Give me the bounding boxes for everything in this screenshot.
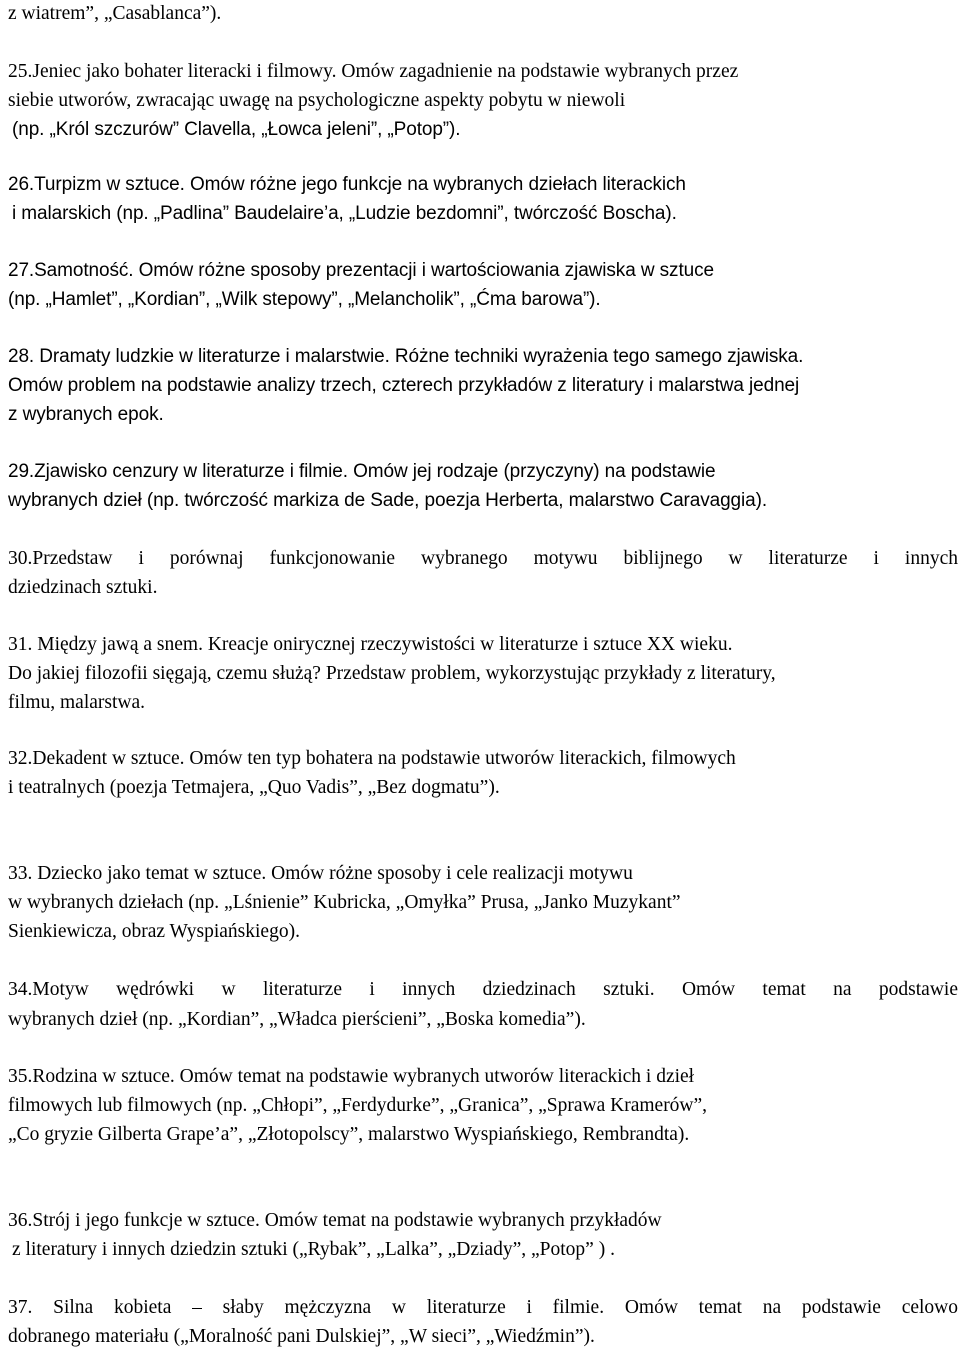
- topic-30-line: 30.Przedstaw i porównaj funkcjonowanie wybranego motywu biblijnego w literaturze i innych: [8, 548, 958, 569]
- text-line: siebie utworów, zwracając uwagę na psychologiczne aspekty pobytu w niewoli: [8, 90, 626, 111]
- text-line: z wybranych epok.: [8, 404, 164, 425]
- topic-34-line: 34.Motyw wędrówki w literaturze i innych dziedzinach sztuki. Omów temat na podstawie: [8, 979, 958, 1000]
- text-line: i malarskich (np. „Padlina” Baudelaire’a, „Ludzie bezdomni”, twórczość Boscha).: [12, 203, 677, 224]
- topic-37-line: 37. Silna kobieta – słaby mężczyzna w literaturze i filmie. Omów temat na podstawie celowo: [8, 1297, 958, 1318]
- topic-33-line: 33. Dziecko jako temat w sztuce. Omów różne sposoby i cele realizacji motywu: [8, 863, 633, 884]
- text-line: z literatury i innych dziedzin sztuki („Rybak”, „Lalka”, „Dziady”, „Potop” ) .: [12, 1239, 615, 1260]
- text-line: dobranego materiału („Moralność pani Dulskiej”, „W sieci”, „Wiedźmin”).: [8, 1326, 595, 1347]
- text-line: Do jakiej filozofii sięgają, czemu służą? Przedstaw problem, wykorzystując przykłady z literatury,: [8, 663, 776, 684]
- topic-32-line: 32.Dekadent w sztuce. Omów ten typ bohatera na podstawie utworów literackich, filmowych: [8, 748, 736, 769]
- text-line: (np. „Król szczurów” Clavella, „Łowca jeleni”, „Potop”).: [12, 119, 461, 140]
- text-line: (np. „Hamlet”, „Kordian”, „Wilk stepowy”, „Melancholik”, „Ćma barowa”).: [8, 289, 601, 310]
- text-line: filmu, malarstwa.: [8, 692, 146, 713]
- topic-28-line: 28. Dramaty ludzkie w literaturze i malarstwie. Różne techniki wyrażenia tego samego zjawiska.: [8, 346, 804, 367]
- text-line: w wybranych dziełach (np. „Lśnienie” Kubricka, „Omyłka” Prusa, „Janko Muzykant”: [8, 892, 681, 913]
- topic-25-line: 25.Jeniec jako bohater literacki i filmowy. Omów zagadnienie na podstawie wybranych przez: [8, 61, 739, 82]
- text-line: z wiatrem”, „Casablanca”).: [8, 3, 222, 24]
- text-line: dziedzinach sztuki.: [8, 577, 158, 598]
- topic-27-line: 27.Samotność. Omów różne sposoby prezentacji i wartościowania zjawiska w sztuce: [8, 260, 714, 281]
- topic-29-line: 29.Zjawisko cenzury w literaturze i filmie. Omów jej rodzaje (przyczyny) na podstawie: [8, 461, 716, 482]
- topic-31-line: 31. Między jawą a snem. Kreacje onirycznej rzeczywistości w literaturze i sztuce XX wieku.: [8, 634, 733, 655]
- text-line: „Co gryzie Gilberta Grape’a”, „Złotopolscy”, malarstwo Wyspiańskiego, Rembrandta).: [8, 1124, 690, 1145]
- text-line: Sienkiewicza, obraz Wyspiańskiego).: [8, 921, 300, 942]
- text-line: filmowych lub filmowych (np. „Chłopi”, „Ferdydurke”, „Granica”, „Sprawa Kramerów”,: [8, 1095, 708, 1116]
- topic-36-line: 36.Strój i jego funkcje w sztuce. Omów temat na podstawie wybranych przykładów: [8, 1210, 662, 1231]
- text-line: wybranych dzieł (np. „Kordian”, „Władca pierścieni”, „Boska komedia”).: [8, 1009, 586, 1030]
- topic-35-line: 35.Rodzina w sztuce. Omów temat na podstawie wybranych utworów literackich i dzieł: [8, 1066, 695, 1087]
- topic-26-line: 26.Turpizm w sztuce. Omów różne jego funkcje na wybranych dziełach literackich: [8, 174, 686, 195]
- text-line: i teatralnych (poezja Tetmajera, „Quo Vadis”, „Bez dogmatu”).: [8, 777, 500, 798]
- text-line: Omów problem na podstawie analizy trzech, czterech przykładów z literatury i malarstwa jednej: [8, 375, 800, 396]
- text-line: wybranych dzieł (np. twórczość markiza de Sade, poezja Herberta, malarstwo Caravaggia).: [8, 490, 768, 511]
